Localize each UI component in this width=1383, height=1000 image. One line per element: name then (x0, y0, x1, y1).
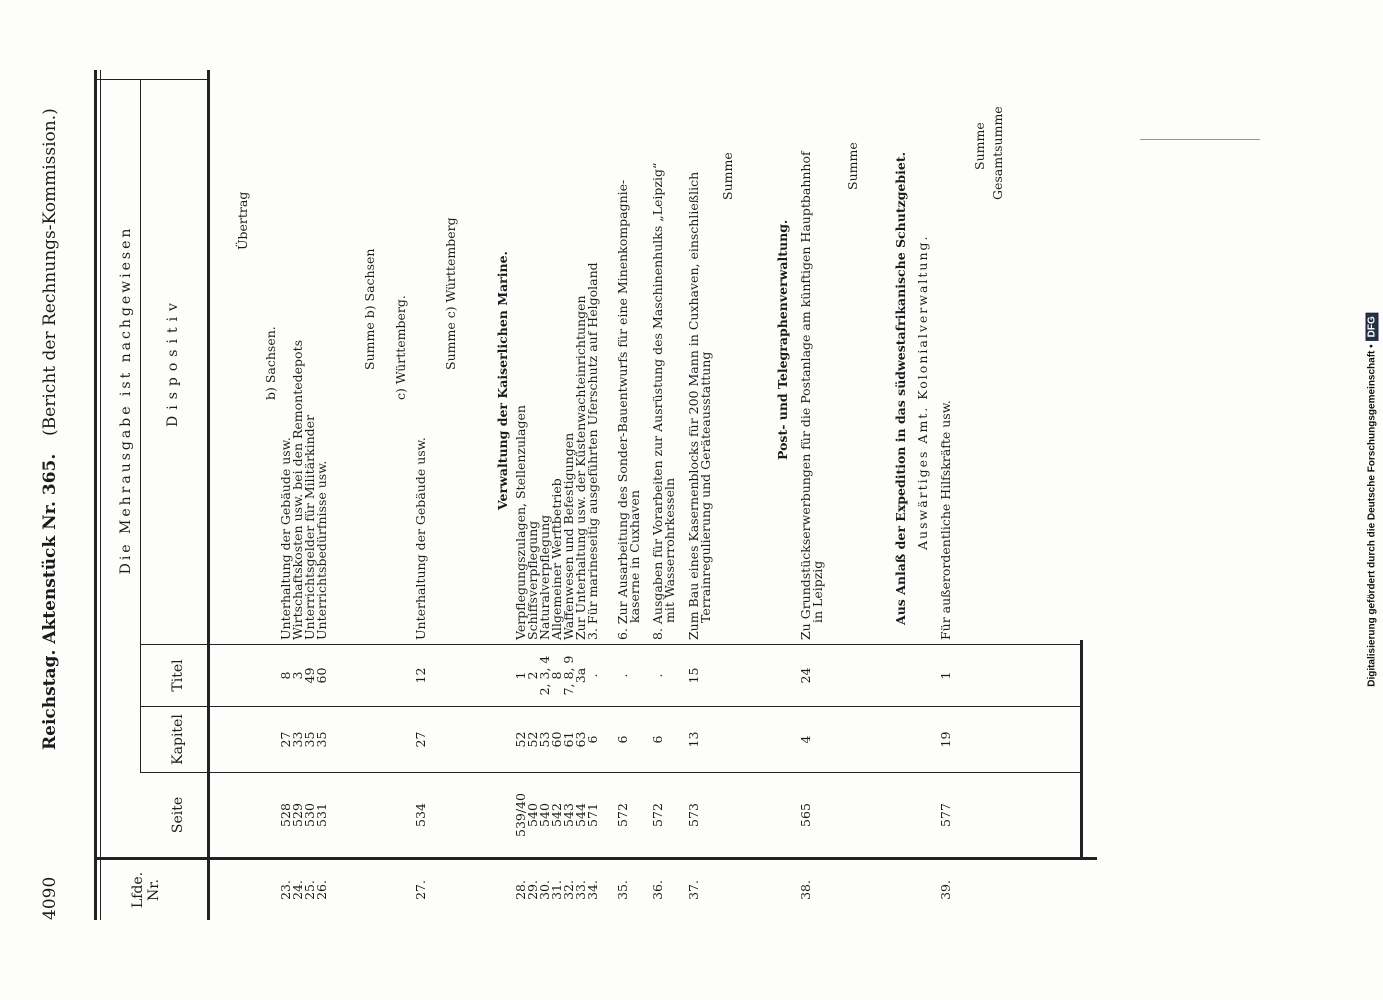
dispositiv-text: Wirtschaftskosten usw. bei den Remontedepots (290, 339, 305, 640)
header-lfd-nr: Lfde. Nr. (130, 871, 162, 909)
kapitel: 6 (615, 735, 630, 744)
kapitel: 19 (938, 731, 953, 748)
seite: 573 (686, 803, 701, 827)
lfd-nr: 37. (686, 880, 701, 900)
dispositiv-text-cont: kaserne in Cuxhaven (627, 490, 642, 623)
lfd-nr: 34. (585, 880, 600, 900)
header-bottom-rule (207, 70, 210, 920)
dispositiv-text: Zum Bau eines Kasernenblocks für 200 Mann in Cuxhaven, einschließlich (686, 171, 701, 640)
titel: 12 (413, 667, 428, 684)
lfd-nr: 25. (302, 880, 317, 900)
titel: 49 (302, 667, 317, 684)
seite: 529 (290, 803, 305, 827)
dfg-logo-icon: DFG (1366, 313, 1379, 340)
dispositiv-text: Für außerordentliche Hilfskräfte usw. (938, 400, 953, 640)
table-top-rule-thin (100, 70, 101, 920)
lfd-nr: 31. (549, 880, 564, 900)
kapitel: 52 (513, 731, 528, 748)
titel: 8 (549, 671, 564, 680)
digitization-credit (1367, 313, 1378, 687)
header-group-rule (140, 80, 141, 772)
dispositiv-text: 6. Zur Ausarbeitung des Sonder-Bauentwurfs für eine Minenkompagnie- (615, 179, 630, 640)
lfd-nr: 38. (798, 880, 813, 900)
dispositiv-text-cont: Terrainregulierung und Geräteausstattung (698, 351, 713, 623)
document-title (40, 108, 60, 750)
lfd-nr: 39. (938, 880, 953, 900)
total-sachsen: Summe b) Sachsen (362, 248, 377, 370)
header-seite: Seite (170, 796, 186, 834)
lfd-nr: 26. (314, 880, 329, 900)
dispositiv-text: Unterrichtsgelder für Militärkinder (302, 414, 317, 640)
heading-sachsen: b) Sachsen. (263, 326, 278, 400)
seite: 540 (537, 803, 552, 827)
titel: 7, 8, 9 (561, 655, 576, 696)
lfd-nr: 27. (413, 880, 428, 900)
header-dispositiv: Dispositiv (165, 297, 181, 427)
kapitel: 60 (549, 731, 564, 748)
lfd-nr: 33. (573, 880, 588, 900)
titel: 3a (573, 667, 588, 684)
col-rule-1 (97, 857, 1097, 860)
seite: 528 (278, 803, 293, 827)
dispositiv-text: Naturalverpflegung (537, 514, 552, 640)
seite: 571 (585, 803, 600, 827)
col-rule-5 (97, 79, 207, 80)
heading-wuerttemberg: c) Württemberg. (393, 295, 408, 400)
kapitel: 33 (290, 731, 305, 748)
titel: 2 (525, 671, 540, 680)
dispositiv-text-cont: in Leipzig (810, 560, 825, 623)
titel: 15 (686, 667, 701, 684)
heading-expedition: Aus Anlaß der Expedition in das südwestafrikanische Schutzgebiet. (893, 152, 908, 625)
seite: 577 (938, 803, 953, 827)
titel: 60 (314, 667, 329, 684)
lfd-nr: 29. (525, 880, 540, 900)
lfd-nr: 23. (278, 880, 293, 900)
lfd-nr: 24. (290, 880, 305, 900)
table-top-rule (94, 70, 97, 920)
seite: 540 (525, 803, 540, 827)
seite: 543 (561, 803, 576, 827)
heading-marine: Verwaltung der Kaiserlichen Marine. (495, 251, 510, 510)
titel: . (650, 673, 665, 678)
titel: 2, 3, 4 (537, 655, 552, 696)
dispositiv-text: Waffenwesen und Befestigungen (561, 432, 576, 640)
grand-total: Gesamtsumme (990, 106, 1005, 200)
titel: 24 (798, 667, 813, 684)
table-bottom-rule (1080, 640, 1083, 860)
total-marine: Summe (720, 152, 735, 200)
titel: 8 (278, 671, 293, 680)
dispositiv-text: Zu Grundstückserwerbungen für die Postanlage am künftigen Hauptbahnhof (798, 151, 813, 640)
credit-text: Digitalisierung gefördert durch die Deutsche Forschungsgemeinschaft • (1366, 344, 1378, 687)
kapitel: 27 (278, 731, 293, 748)
seite: 572 (650, 803, 665, 827)
titel: 1 (513, 671, 528, 680)
right-column-rule (1140, 139, 1260, 140)
seite: 572 (615, 803, 630, 827)
total-expedition: Summe (972, 122, 987, 170)
uebertrag-label: Übertrag (235, 191, 250, 250)
kapitel: 63 (573, 731, 588, 748)
lfd-nr: 28. (513, 880, 528, 900)
kapitel: 4 (798, 735, 813, 744)
total-post: Summe (845, 142, 860, 190)
kapitel: 6 (585, 735, 600, 744)
title-main: Reichstag. Aktenstück Nr. 365. (40, 453, 60, 750)
dispositiv-text: Verpflegungszulagen, Stellenzulagen (513, 405, 528, 640)
kapitel: 27 (413, 731, 428, 748)
kapitel: 53 (537, 731, 552, 748)
lfd-nr: 30. (537, 880, 552, 900)
kapitel: 13 (686, 731, 701, 748)
dispositiv-text: Schiffsverpflegung (525, 520, 540, 640)
page-number: 4090 (40, 876, 60, 920)
seite: 530 (302, 803, 317, 827)
dispositiv-text: 8. Ausgaben für Vorarbeiten zur Ausrüstung des Maschinenhulks „Leipzig“ (650, 162, 665, 640)
titel: 3 (290, 671, 305, 680)
lfd-nr: 36. (650, 880, 665, 900)
dispositiv-text: Unterrichtsbedürfnisse usw. (314, 460, 329, 640)
kapitel: 35 (314, 731, 329, 748)
kapitel: 6 (650, 735, 665, 744)
titel: 1 (938, 671, 953, 680)
seite: 542 (549, 803, 564, 827)
dispositiv-text: Unterhaltung der Gebäude usw. (413, 437, 428, 640)
seite: 531 (314, 803, 329, 827)
dispositiv-text: Zur Unterhaltung usw. der Küstenwachteinrichtungen (573, 295, 588, 640)
lfd-nr: 32. (561, 880, 576, 900)
total-wuerttemberg: Summe c) Württemberg (443, 217, 458, 370)
dispositiv-text: Allgemeiner Werftbetrieb (549, 478, 564, 640)
seite: 565 (798, 803, 813, 827)
titel: . (615, 673, 630, 678)
header-titel: Titel (170, 659, 186, 692)
dispositiv-text-cont: mit Wasserrohrkesseln (662, 477, 677, 623)
kapitel: 61 (561, 731, 576, 748)
header-kapitel: Kapitel (170, 714, 186, 765)
title-subtitle: (Bericht der Rechnungs-Kommission.) (40, 108, 60, 436)
header-group: Die Mehrausgabe ist nachgewiesen (118, 225, 134, 575)
dispositiv-text: 3. Für marineseitig ausgeführten Uferschutz auf Helgoland (585, 262, 600, 640)
heading-post: Post- und Telegraphenverwaltung. (775, 219, 790, 460)
seite: 544 (573, 803, 588, 827)
kapitel: 35 (302, 731, 317, 748)
dispositiv-text: Unterhaltung der Gebäude usw. (278, 437, 293, 640)
seite: 539/40 (513, 793, 528, 837)
seite: 534 (413, 803, 428, 827)
lfd-nr: 35. (615, 880, 630, 900)
subheading-kolonial: Auswärtiges Amt. Kolonialverwaltung. (915, 234, 930, 550)
kapitel: 52 (525, 731, 540, 748)
titel: . (585, 673, 600, 678)
